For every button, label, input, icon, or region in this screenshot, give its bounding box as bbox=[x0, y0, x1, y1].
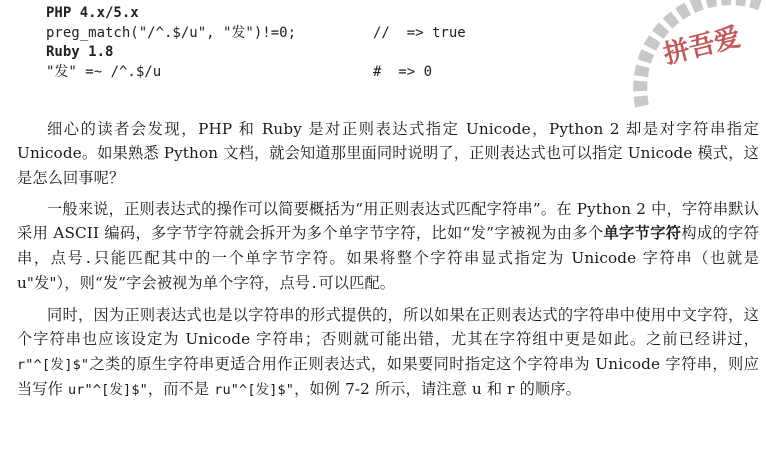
paragraph bbox=[17, 303, 759, 403]
code-line-ruby-match bbox=[46, 63, 486, 83]
inline-code: . bbox=[310, 275, 319, 292]
code-line-php-header bbox=[46, 4, 486, 24]
watermark-stamp bbox=[622, 0, 766, 114]
inline-code: r"^[发]$" bbox=[17, 356, 90, 373]
inline-code: ru"^[发]$" bbox=[214, 382, 295, 399]
inline-code: . bbox=[84, 250, 93, 267]
paragraph-text: ，而不是 bbox=[147, 380, 215, 399]
code-comment: // => true bbox=[373, 24, 466, 41]
paragraph-text: 之类的原生字符串更适合用作正则表达式，如果要同时指定这个字符串为 Unicode 字符串，则应当写作 bbox=[17, 354, 759, 399]
code-text: Ruby 1.8 bbox=[46, 44, 114, 60]
code-text: PHP 4.x/5.x bbox=[46, 5, 139, 21]
watermark-text: 拼吾爱 bbox=[660, 22, 744, 71]
code-listing bbox=[46, 4, 486, 82]
paragraph-text: 构成的字符串，点号 bbox=[17, 224, 760, 267]
code-text: "发" =~ /^.$/u bbox=[46, 63, 162, 80]
paragraph-text: 同时，因为正则表达式也是以字符串的形式提供的，所以如果在正则表达式的字符串中使用中文字符，这个字符串也应该设定为 Unicode 字符串；否则就可能出错，尤其在字符组中更是如此。之前已经讲过， bbox=[17, 305, 759, 349]
paragraph-text: 只能匹配其中的一个单字节字符。如果将整个字符串显式指定为 Unicode 字符串（也就是 u"发"），则“发”字会被视为单个字符，点号 bbox=[17, 248, 759, 292]
paragraph bbox=[17, 197, 759, 297]
code-line-preg-match bbox=[46, 24, 486, 44]
paragraph-text: 可以匹配。 bbox=[318, 273, 396, 292]
emphasis-text: 单字节字符 bbox=[603, 224, 682, 243]
code-line-ruby-header bbox=[46, 43, 486, 63]
watermark-arc bbox=[640, 0, 762, 106]
paragraph-text: 一般来说，正则表达式的操作可以简要概括为“用正则表达式匹配字符串”。在 Python 2 中，字符串默认采用 ASCII 编码，多字节字符就会拆开为多个单字节字符，比如“发”字被视为由多个 bbox=[17, 199, 759, 243]
paragraph: 细心的读者会发现，PHP 和 Ruby 是对正则表达式指定 Unicode，Python 2 却是对字符串指定 Unicode。如果熟悉 Python 文档，就会知道那里面同时说明了，正则表达式也可以指定 Unicode 模式，这是怎么回事呢？ bbox=[17, 120, 759, 187]
body-text bbox=[17, 117, 759, 402]
code-text: preg_match("/^.$/u", "发")!=0; bbox=[46, 24, 297, 41]
code-comment: # => 0 bbox=[373, 63, 433, 80]
paragraph-text: ，如例 7-2 所示，请注意 u 和 r 的顺序。 bbox=[294, 380, 581, 399]
inline-code: ur"^[发]$" bbox=[68, 382, 148, 399]
